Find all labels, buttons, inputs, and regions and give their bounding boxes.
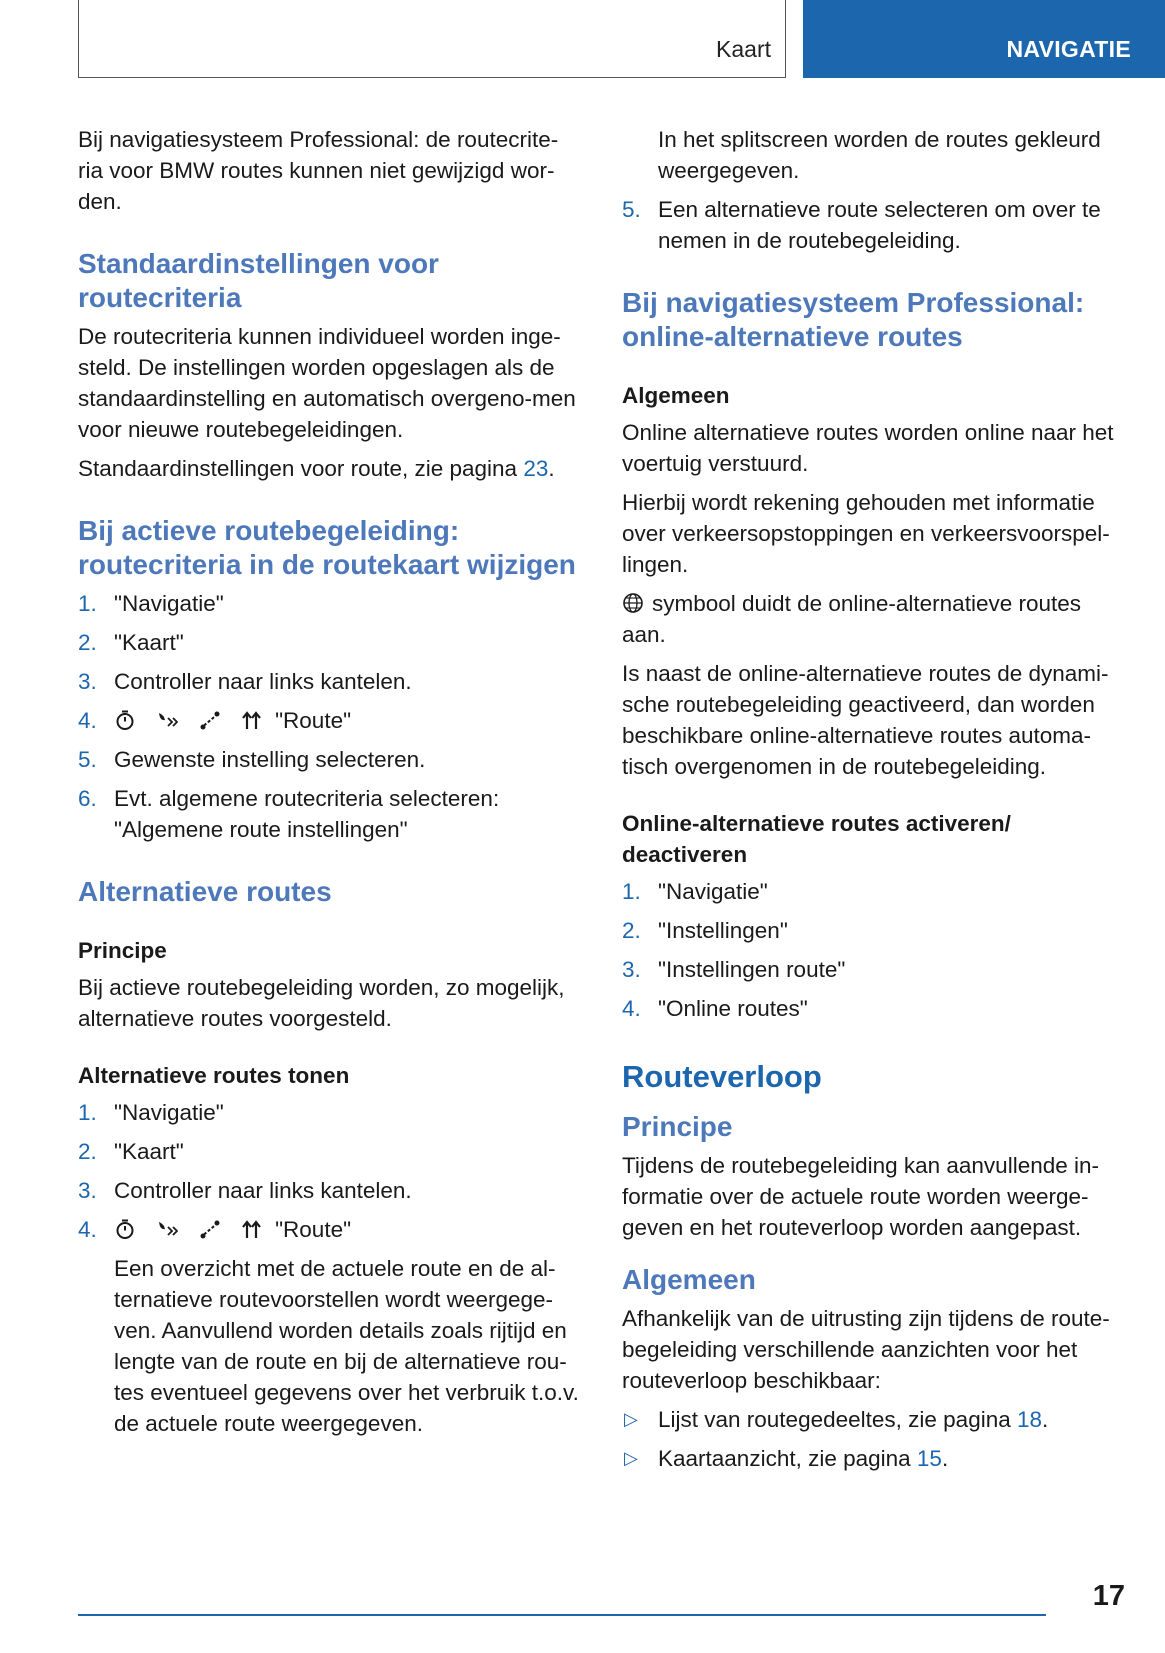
list-item: 3. Controller naar links kantelen.	[78, 669, 412, 694]
online-steps	[622, 876, 1127, 1024]
alt-steps-continued	[622, 194, 1127, 256]
right-column	[622, 124, 1127, 1482]
eco-route-icon	[156, 1218, 178, 1240]
triangle-bullet-icon: ▷	[624, 1409, 638, 1429]
page-link-18[interactable]: 18	[1017, 1407, 1043, 1432]
online-activate-title: Online-alternatieve routes activeren/ deactiveren	[622, 811, 1011, 867]
header-section-title: Kaart	[716, 36, 771, 62]
fast-route-icon	[241, 709, 263, 731]
footer-rule	[78, 1614, 1046, 1616]
alt-principe-title: Principe	[78, 938, 167, 963]
list-item: 3. "Instellingen route"	[622, 957, 846, 982]
online-text-3: symbool duidt de online-alternatieve routes aan.	[622, 591, 1082, 647]
list-item: ▷ Lijst van routegedeeltes, zie pagina 18.	[622, 1404, 1127, 1435]
active-steps	[78, 588, 580, 845]
list-item: 3. Controller naar links kantelen.	[78, 1178, 412, 1203]
std-ref: Standaardinstellingen voor route, zie pagina 23.	[78, 456, 555, 481]
triangle-bullet-icon: ▷	[624, 1448, 638, 1468]
list-item: 4. "Route"	[78, 1217, 352, 1242]
alt-principe-text: Bij actieve routebegeleiding worden, zo mogelijk, alternatieve routes voorgesteld.	[78, 975, 565, 1031]
short-route-icon	[199, 709, 221, 731]
online-text-1: Online alternatieve routes worden online naar het voertuig verstuurd.	[622, 420, 1114, 476]
stopwatch-icon	[114, 709, 136, 731]
list-item: 1. "Navigatie"	[78, 591, 224, 616]
list-item: 5. Gewenste instelling selecteren.	[78, 747, 426, 772]
left-column	[78, 124, 580, 1447]
list-item: 1. "Navigatie"	[622, 879, 768, 904]
page-link-23[interactable]: 23	[523, 456, 549, 481]
intro-text: Bij navigatiesysteem Professional: de routecrite-ria voor BMW routes kunnen niet gewijzigd wor-den.	[78, 127, 559, 214]
alt-steps	[78, 1097, 580, 1245]
routeverloop-algemeen-heading: Algemeen	[622, 1264, 756, 1295]
online-heading: Bij navigatiesysteem Professional: online-alternatieve routes	[622, 287, 1085, 352]
short-route-icon	[199, 1218, 221, 1240]
list-item: 6. Evt. algemene routecriteria selecteren: "Algemene route instellingen"	[78, 786, 500, 842]
routeverloop-algemeen-text: Afhankelijk van de uitrusting zijn tijdens de route-begeleiding verschillende aanzichten voor het routeverloop beschikbaar:	[622, 1306, 1110, 1393]
routeverloop-principe-heading: Principe	[622, 1111, 733, 1142]
list-item: 2. "Kaart"	[78, 1139, 184, 1164]
fast-route-icon	[241, 1218, 263, 1240]
list-item: 4. "Online routes"	[622, 996, 808, 1021]
header-box	[78, 0, 786, 78]
active-heading: Bij actieve routebegeleiding: routecriteria in de routekaart wijzigen	[78, 515, 576, 580]
header-chapter-tab: NAVIGATIE	[803, 0, 1165, 78]
list-item: 1. "Navigatie"	[78, 1100, 224, 1125]
page-number: 17	[1092, 1580, 1125, 1612]
splitscreen-text: In het splitscreen worden de routes gekleurd weergegeven.	[658, 127, 1101, 183]
std-text: De routecriteria kunnen individueel worden inge-steld. De instellingen worden opgeslagen als de standaardinstelling en automatisch overgeno-men voor nieuwe routebegeleidingen.	[78, 324, 576, 442]
online-text-2: Hierbij wordt rekening gehouden met informatie over verkeersopstoppingen en verkeersvoorspel-lingen.	[622, 490, 1110, 577]
alt-heading: Alternatieve routes	[78, 876, 332, 907]
std-heading: Standaardinstellingen voor routecriteria	[78, 248, 439, 313]
stopwatch-icon	[114, 1218, 136, 1240]
list-item: 4. "Route"	[78, 708, 352, 733]
list-item: 2. "Instellingen"	[622, 918, 788, 943]
globe-icon	[622, 592, 644, 614]
routeverloop-principe-text: Tijdens de routebegeleiding kan aanvullende in-formatie over de actuele route worden weerge-geven en het routeverloop worden aangepast.	[622, 1153, 1100, 1240]
list-item: 2. "Kaart"	[78, 630, 184, 655]
page-link-15[interactable]: 15	[916, 1446, 942, 1471]
list-item: 5. Een alternatieve route selecteren om over te nemen in de routebegeleiding.	[622, 197, 1101, 253]
online-general-title: Algemeen	[622, 383, 730, 408]
eco-route-icon	[156, 709, 178, 731]
routeverloop-bullets	[622, 1404, 1127, 1474]
routeverloop-heading: Routeverloop	[622, 1059, 822, 1094]
online-text-4: Is naast de online-alternatieve routes de dynami-sche routebegeleiding geactiveerd, dan worden beschikbare online-alternatieve routes automa-tisch overgenomen in de routebegeleiding.	[622, 661, 1109, 779]
list-item: ▷ Kaartaanzicht, zie pagina 15.	[622, 1443, 1127, 1474]
alt-show-title: Alternatieve routes tonen	[78, 1063, 350, 1088]
alt-description: Een overzicht met de actuele route en de al-ternatieve routevoorstellen wordt weergege-ven. Aanvullend worden details zoals rijtijd en lengte van de route en bij de alternatieve rou-tes eventueel gegevens over het verbruik t.o.v. de actuele route weergegeven.	[114, 1256, 579, 1436]
